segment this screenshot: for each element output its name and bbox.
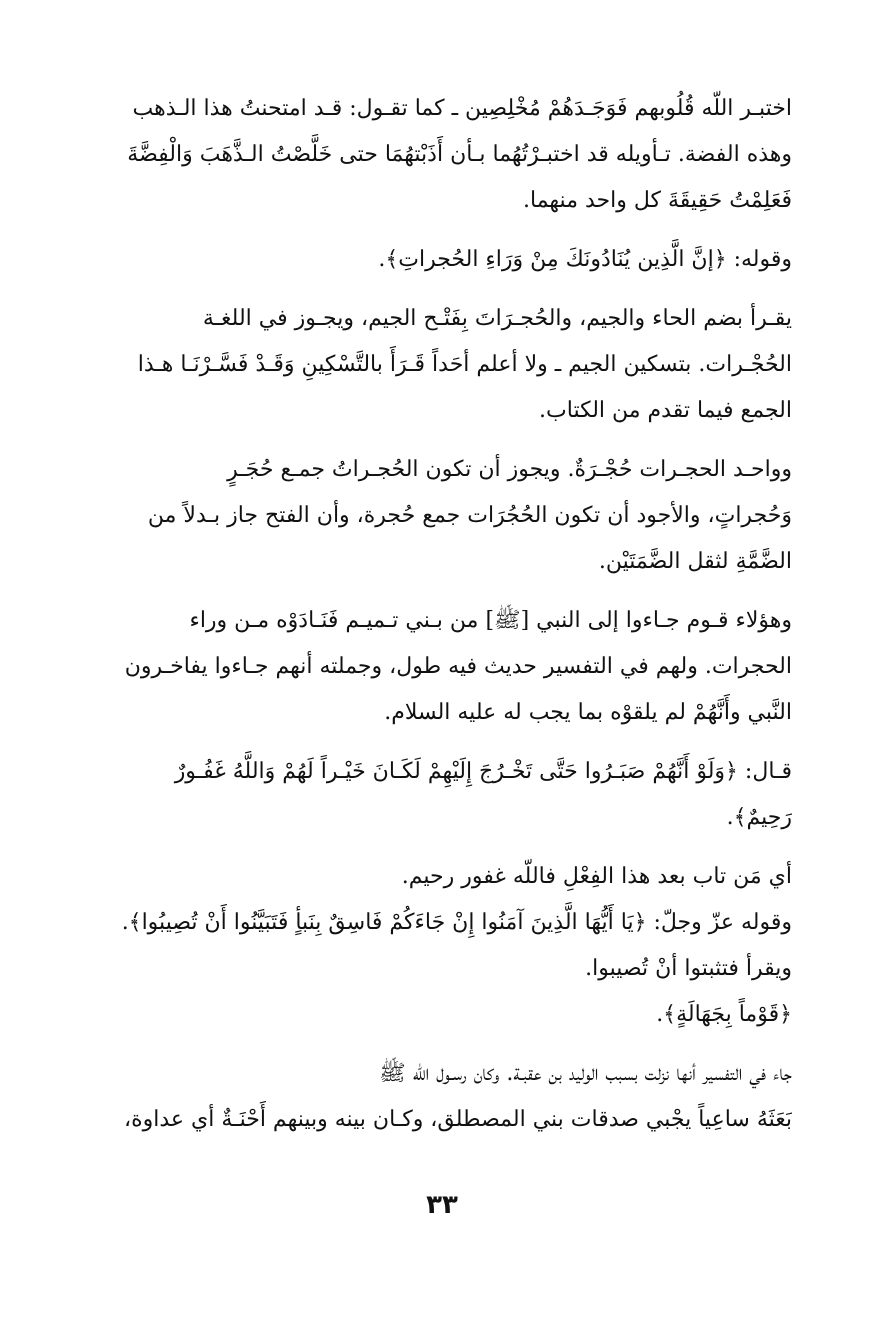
text-line: وهؤلاء قـوم جـاءوا إلى النبي [ﷺ] من بـني تـميـم فَنَـادَوْه مـن وراء [189,608,792,633]
text-line: بَعَثَهُ ساعِياً يجْبي صدقات بني المصطلق، وكـان بينه وبينهم أَحْنَـةٌ أي عداوة، [123,1107,792,1132]
paragraph [120,854,792,900]
paragraph [120,296,792,434]
text-line: وَحُجراتٍ، والأجود أن تكون الحُجُرَات جمع حُجرة، وأن الفتح جاز بـدلاً من [147,503,792,528]
paragraph [120,900,792,946]
text-line: وواحـد الحجـرات حُجْـرَةٌ. ويجوز أن تكون الحُجـراتُ جمـع حُجَـرٍ [227,457,792,482]
text-line: الحجرات. ولهم في التفسير حديث فيه طول، وجملته أنهم جـاءوا يفاخـرون [124,654,792,679]
text-line: وقوله عزّ وجلّ: ﴿يَا أَيُّهَا الَّذِينَ آمَنُوا إِنْ جَاءَكُمْ فَاسِقٌ بِنَبأٍ فَتَبَيَّنُوا أَنْ تُصِيبُوا﴾. [121,910,792,935]
text-line: يقـرأ بضم الحاء والجيم، والحُجـرَاتَ بِفَتْـح الجيم، ويجـوز في اللغـة [202,306,792,331]
paragraph [120,946,792,992]
text-line: وقوله: ﴿إنَّ الَّذِين يُنَادُونَكَ مِنْ وَرَاءِ الحُجراتِ﴾. [378,247,792,272]
text-line: رَحِيمٌ﴾. [726,805,792,830]
paragraph [120,237,792,283]
text-line: وهذه الفضة. تـأويله قد اختبـرْتُهُما بـأن أَذَبْتهُمَا حتى خَلَّصْتُ الـذَّهَبَ وَالْفِضَّةَ [127,142,792,167]
paragraph [120,1051,792,1143]
text-line: ﴿قَوْماً بِجَهَالَةٍ﴾. [656,1002,792,1027]
text-line: قـال: ﴿وَلَوْ أَنَّهُمْ صَبَـرُوا حَتَّى تَخْـرُجَ إِلَيْهِمْ لَكَـانَ خَيْـراً لَهُمْ وَاللَّهُ غَفُـورٌ [174,759,792,784]
page-body-text [120,86,792,1143]
text-line: اختبـر اللّه قُلُوبهم فَوَجَـدَهُمْ مُخْلِصِين ـ كما تقـول: قـد امتحنتُ هذا الـذهب [132,96,792,121]
text-line: الجمع فيما تقدم من الكتاب. [539,398,792,423]
text-line: النَّبي وأَنَّهُمْ لم يلقوْه بما يجب له عليه السلام. [384,700,792,725]
text-line: ويقرأ فتثبتوا أنْ تُصيبوا. [585,956,792,981]
text-line: أي مَن تاب بعد هذا الفِعْلِ فاللّه غفور رحيم. [401,864,792,889]
paragraph [120,447,792,585]
page-number: ٣٣ [426,1190,458,1220]
paragraph [120,992,792,1038]
paragraph [120,598,792,736]
paragraph [120,749,792,841]
text-line: فَعَلِمْتُ حَقِيقَةَ كل واحد منهما. [523,188,792,213]
text-line: جاء في التفسير أنها نزلت بسبب الوليد بن عقبـة. وكان رسـول اللّه ﷺ [379,1061,792,1086]
paragraph [120,86,792,224]
text-line: الحُجْـرات. بتسكين الجيم ـ ولا أعلم أحَداً قَـرَأَ بالتَّسْكِينِ وَقَـدْ فَسَّـرْنَـا هـذا [137,352,792,377]
text-line: الضَّمَّةِ لثقل الضَّمَتَيْن. [598,549,792,574]
